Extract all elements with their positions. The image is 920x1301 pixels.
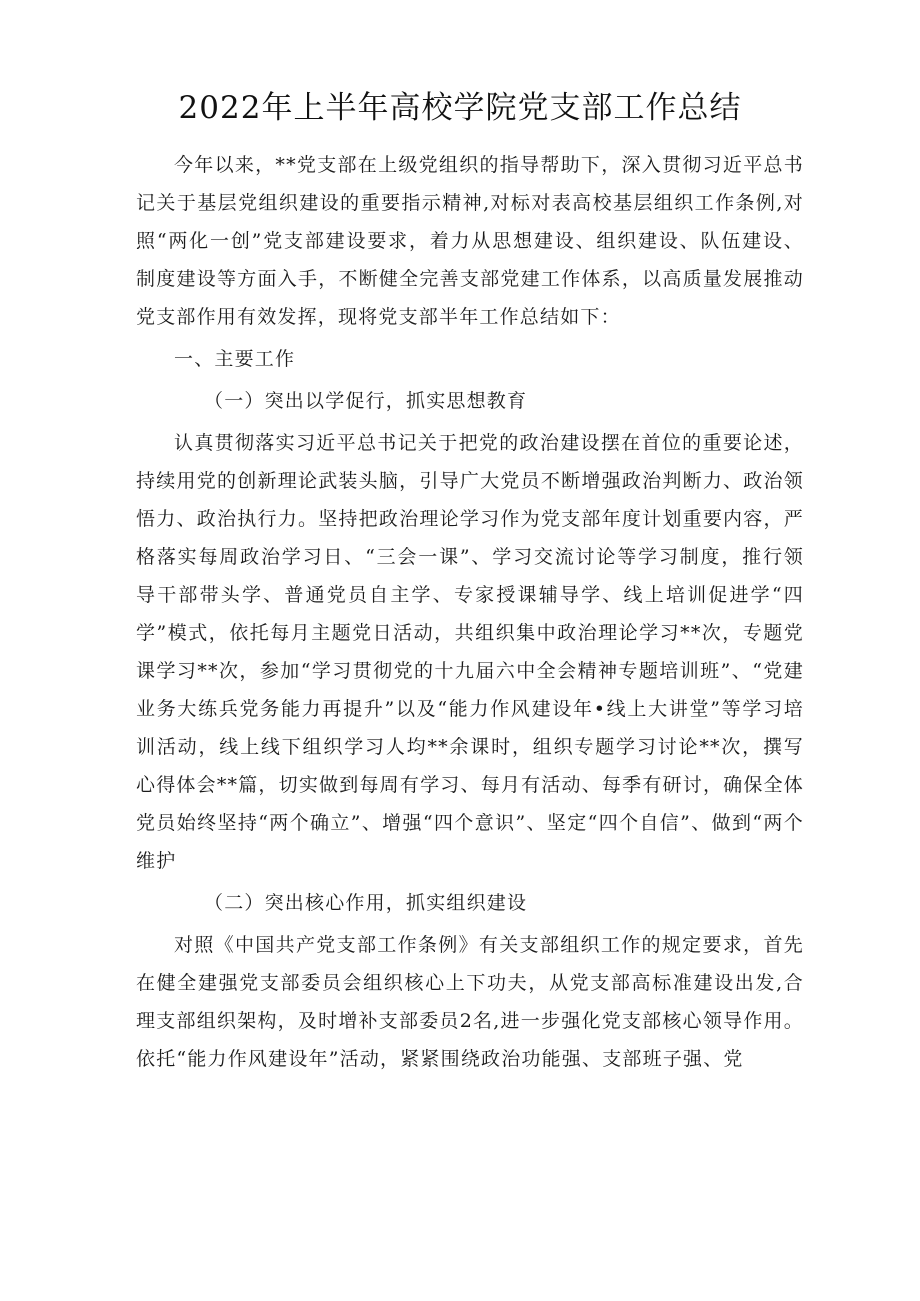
subsection-heading-organization-building: （二）突出核心作用，抓实组织建设 bbox=[204, 892, 528, 914]
intro-paragraph: 今年以来，**党支部在上级党组织的指导帮助下，深入贯彻习近平总书记关于基层党组织建设的重要指示精神,对标对表高校基层组织工作条例,对照“两化一创”党支部建设要求，着力从思想建设、组织建设、队伍建设、制度建设等方面入手，不断健全完善支部党建工作体系，以高质量发展推动党支部作用有效发挥，现将党支部半年工作总结如下： bbox=[136, 154, 804, 328]
paragraph-ideological-education: 认真贯彻落实习近平总书记关于把党的政治建设摆在首位的重要论述，持续用党的创新理论武装头脑，引导广大党员不断增强政治判断力、政治领悟力、政治执行力。坚持把政治理论学习作为党支部年度计划重要内容，严格落实每周政治学习日、“三会一课”、学习交流讨论等学习制度，推行领导干部带头学、普通党员自主学、专家授课辅导学、线上培训促进学“四学”模式，依托每月主题党日活动，共组织集中政治理论学习**次，专题党课学习**次，参加“学习贯彻党的十九届六中全会精神专题培训班”、“党建业务大练兵党务能力再提升”以及“能力作风建设年•线上大讲堂”等学习培训活动，线上线下组织学习人均**余课时，组织专题学习讨论**次，撰写心得体会**篇，切实做到每周有学习、每月有活动、每季有研讨，确保全体党员始终坚持“两个确立”、增强“四个意识”、坚定“四个自信”、做到“两个维护 bbox=[136, 432, 804, 872]
paragraph-organization-building: 对照《中国共产党支部工作条例》有关支部组织工作的规定要求，首先在健全建强党支部委员会组织核心上下功夫，从党支部高标准建设出发,合理支部组织架构，及时增补支部委员2名,进一步强化党支部核心领导作用。依托“能力作风建设年”活动，紧紧围绕政治功能强、支部班子强、党 bbox=[136, 934, 804, 1070]
section-heading-main-work: 一、主要工作 bbox=[174, 348, 296, 370]
subsection-heading-ideological-education: （一）突出以学促行，抓实思想教育 bbox=[204, 390, 528, 412]
document-title: 2022年上半年高校学院党支部工作总结 bbox=[178, 90, 742, 126]
document-body bbox=[136, 146, 804, 1078]
